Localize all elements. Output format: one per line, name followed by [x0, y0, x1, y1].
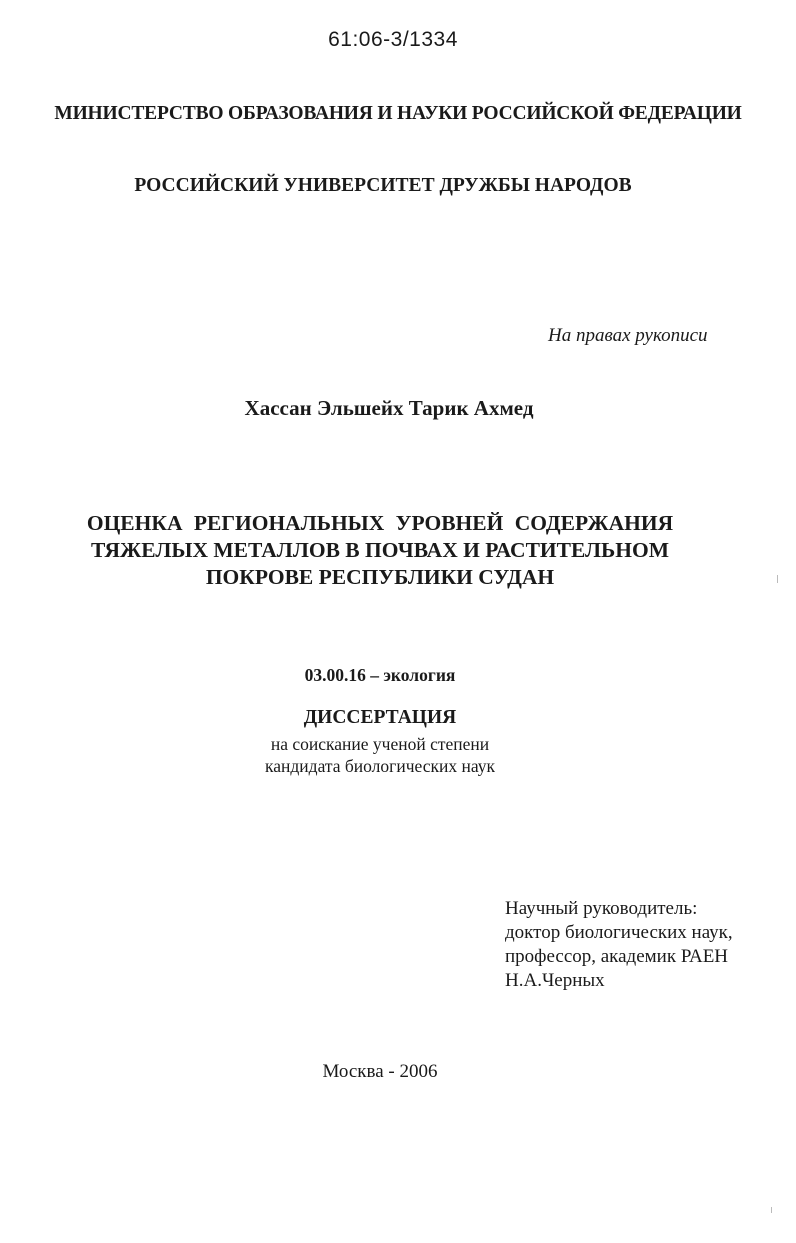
degree-line-1-text: на соискание ученой степени — [270, 734, 490, 754]
degree-line-2 — [0, 755, 796, 777]
city-year — [0, 1061, 796, 1083]
degree-line-2-text: кандидата биологических наук — [265, 756, 495, 776]
specialty-text: 03.00.16 – экология — [304, 665, 456, 685]
manuscript-note — [548, 325, 708, 347]
degree-statement — [0, 733, 796, 777]
title-line-1 — [0, 510, 796, 537]
specialty-code — [0, 665, 796, 686]
library-code — [0, 28, 796, 52]
document-type-text: ДИССЕРТАЦИЯ — [303, 707, 457, 728]
university-text: РОССИЙСКИЙ УНИВЕРСИТЕТ ДРУЖБЫ НАРОДОВ — [134, 175, 632, 196]
ministry-heading — [0, 103, 796, 125]
author-name — [0, 396, 796, 421]
dissertation-title — [0, 510, 796, 591]
title-line-3-text: ПОКРОВЕ РЕСПУБЛИКИ СУДАН — [205, 565, 555, 589]
title-line-2-text: ТЯЖЕЛЫХ МЕТАЛЛОВ В ПОЧВАХ И РАСТИТЕЛЬНОМ — [90, 538, 670, 562]
manuscript-note-text: На правах рукописи — [548, 325, 708, 346]
title-line-1-text: ОЦЕНКА РЕГИОНАЛЬНЫХ УРОВНЕЙ СОДЕРЖАНИЯ — [86, 511, 674, 535]
advisor-line-4: Н.А.Черных — [505, 970, 605, 991]
advisor-line-1: Научный руководитель: — [505, 898, 698, 919]
document-type — [0, 707, 796, 729]
scan-speck — [777, 575, 778, 583]
ministry-text: МИНИСТЕРСТВО ОБРАЗОВАНИЯ И НАУКИ РОССИЙСКОЙ ФЕДЕРАЦИИ — [54, 103, 742, 124]
city-year-text: Москва - 2006 — [322, 1061, 438, 1082]
advisor-line-2: доктор биологических наук, — [505, 922, 733, 943]
degree-line-1 — [0, 733, 796, 755]
advisor-line-3: профессор, академик РАЕН — [505, 946, 729, 967]
scan-speck-bottom — [771, 1207, 772, 1213]
title-line-3 — [0, 564, 796, 591]
library-code-text: 61:06-3/1334 — [328, 28, 458, 51]
university-heading — [0, 175, 796, 197]
author-name-text: Хассан Эльшейх Тарик Ахмед — [244, 396, 534, 420]
scientific-advisor — [505, 897, 733, 993]
title-line-2 — [0, 537, 796, 564]
